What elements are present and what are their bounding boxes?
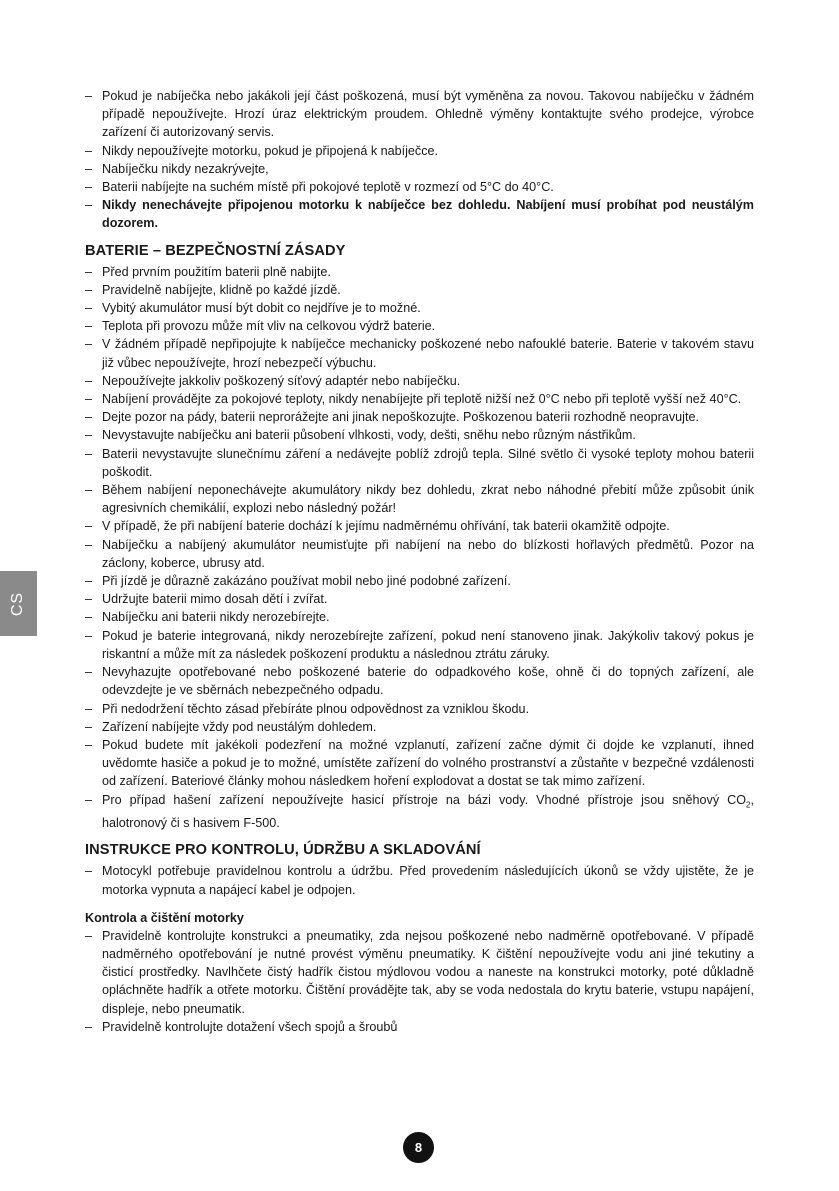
list-item: – Vybitý akumulátor musí být dobit co nejdříve je to možné. (85, 299, 754, 317)
list-item: – Baterii nabíjejte na suchém místě při pokojové teplotě v rozmezí od 5°C do 40°C. (85, 178, 754, 196)
list-item: – Nabíječku nikdy nezakrývejte, (85, 160, 754, 178)
list-item: – Nepoužívejte jakkoliv poškozený síťový adaptér nebo nabíječku. (85, 372, 754, 390)
maintenance-heading: INSTRUKCE PRO KONTROLU, ÚDRŽBU A SKLADOVÁNÍ (85, 842, 481, 859)
list-item-extinguisher (85, 791, 754, 833)
list-item: – Nabíječku a nabíjený akumulátor neumisťujte při nabíjení na nebo do blízkosti hořlavých předmětů. Pozor na záclony, koberce, ubrusy atd. (85, 536, 754, 572)
list-item: – Pokud budete mít jakékoli podezření na možné vzplanutí, zařízení začne dýmit či dojde ke vzplanutí, ihned uvědomte hasiče a pokud je to možné, umístěte zařízení do volného prostranství a zůstaňte v bezpečné vzdálenosti od zařízení. Bateriové články mohou následkem hoření explodovat a dostat se tak mimo zařízení. (85, 736, 754, 791)
list-item: – Pravidelně nabíjejte, klidně po každé jízdě. (85, 281, 754, 299)
language-code: CS (9, 591, 27, 616)
list-item: – Během nabíjení neponechávejte akumulátory nikdy bez dohledu, zkrat nebo náhodné přebití může způsobit únik agresivních chemikálií, explozi nebo následný požár! (85, 481, 754, 517)
list-item: – Nabíjení provádějte za pokojové teploty, nikdy nenabíjejte při teplotě nižší než 0°C nebo při teplotě vyšší než 40°C. (85, 390, 754, 408)
list-item: – Teplota při provozu může mít vliv na celkovou výdrž baterie. (85, 317, 754, 335)
page-number-badge (403, 1132, 434, 1163)
inspection-cleaning-list (85, 927, 754, 1036)
list-item: – Baterii nevystavujte slunečnímu záření a nedávejte poblíž zdrojů tepla. Silné světlo či vysoké teploty mohou baterii poškodit. (85, 445, 754, 481)
list-item: – Udržujte baterii mimo dosah dětí i zvířat. (85, 590, 754, 608)
list-item: – Pravidelně kontrolujte konstrukci a pneumatiky, zda nejsou poškozené nebo nadměrně opotřebované. V případě nadměrného opotřebování je nutné provést výměnu pneumatiky. K čištění nepoužívejte vodu ani jiné tekutiny a čisticí prostředky. Navlhčete čistý hadřík čistou mýdlovou vodou a naneste na konstrukci motorky, poté důkladně opláchněte hadřík a otřete motorku. Čištění provádějte tak, aby se voda nedostala do krytu baterie, vstupu napájení, displeje, nebo pneumatik. (85, 927, 754, 1018)
list-item: – Dejte pozor na pády, baterii neprorážejte ani jinak nepoškozujte. Poškozenou baterii rozhodně neopravujte. (85, 408, 754, 426)
list-item: – Pokud je nabíječka nebo jakákoli její část poškozená, musí být vyměněna za novou. Takovou nabíječku v žádném případě nepoužívejte. Hrozí úraz elektrickým proudem. Ohledně výměny kontaktujte svého prodejce, výrobce zařízení či autorizovaný servis. (85, 87, 754, 142)
list-item: – Pravidelně kontrolujte dotažení všech spojů a šroubů (85, 1018, 754, 1036)
extinguisher-text-end: , halotronový či s hasivem F-500. (102, 792, 754, 831)
list-item: – V případě, že při nabíjení baterie dochází k jejímu nadměrnému ohřívání, tak baterii okamžitě odpojte. (85, 517, 754, 535)
list-item: – Při nedodržení těchto zásad přebíráte plnou odpovědnost za vzniklou škodu. (85, 700, 754, 718)
page-content (85, 87, 754, 1036)
list-item-warning: – Nikdy nenechávejte připojenou motorku k nabíječce bez dohledu. Nabíjení musí probíhat pod neustálým dozorem. (85, 196, 754, 232)
maintenance-list (85, 862, 754, 898)
list-item: – Nikdy nepoužívejte motorku, pokud je připojená k nabíječce. (85, 142, 754, 160)
list-item: – Nabíječku ani baterii nikdy nerozebírejte. (85, 608, 754, 626)
co2-subscript: 2 (746, 800, 751, 810)
list-item: – Pokud je baterie integrovaná, nikdy nerozebírejte zařízení, pokud není stanoveno jinak. Jakýkoliv takový pokus je riskantní a může mít za následek poškození produktu a následnou ztrátu záruky. (85, 627, 754, 663)
list-item: – Zařízení nabíjejte vždy pod neustálým dohledem. (85, 718, 754, 736)
list-item: – Motocykl potřebuje pravidelnou kontrolu a údržbu. Před provedením následujících úkonů se vždy ujistěte, že je motorka vypnuta a napájecí kabel je odpojen. (85, 862, 754, 898)
list-item: – Nevyhazujte opotřebované nebo poškozené baterie do odpadkového koše, ohně či do topných zařízení, ale odevzdejte je ve sběrnách nebezpečného odpadu. (85, 663, 754, 699)
list-item: – V žádném případě nepřipojujte k nabíječce mechanicky poškozené nebo nafouklé baterie. Baterie v takovém stavu již vůbec nepoužívejte, hrozí nebezpečí výbuchu. (85, 335, 754, 371)
language-side-tab (0, 571, 37, 636)
list-item: – Nevystavujte nabíječku ani baterii působení vlhkosti, vody, dešti, sněhu nebo různým nástřikům. (85, 426, 754, 444)
page-number: 8 (414, 1140, 423, 1155)
battery-safety-heading: BATERIE – BEZPEČNOSTNÍ ZÁSADY (85, 242, 346, 259)
battery-safety-list (85, 263, 754, 833)
intro-list (85, 87, 754, 233)
list-item: – Při jízdě je důrazně zakázáno používat mobil nebo jiné podobné zařízení. (85, 572, 754, 590)
inspection-cleaning-subheading: Kontrola a čištění motorky (85, 910, 244, 925)
extinguisher-text-start: Pro případ hašení zařízení nepoužívejte hasicí přístroje na bázi vody. Vhodné přístroje jsou sněhový CO (102, 792, 747, 807)
list-item: – Před prvním použitím baterii plně nabijte. (85, 263, 754, 281)
